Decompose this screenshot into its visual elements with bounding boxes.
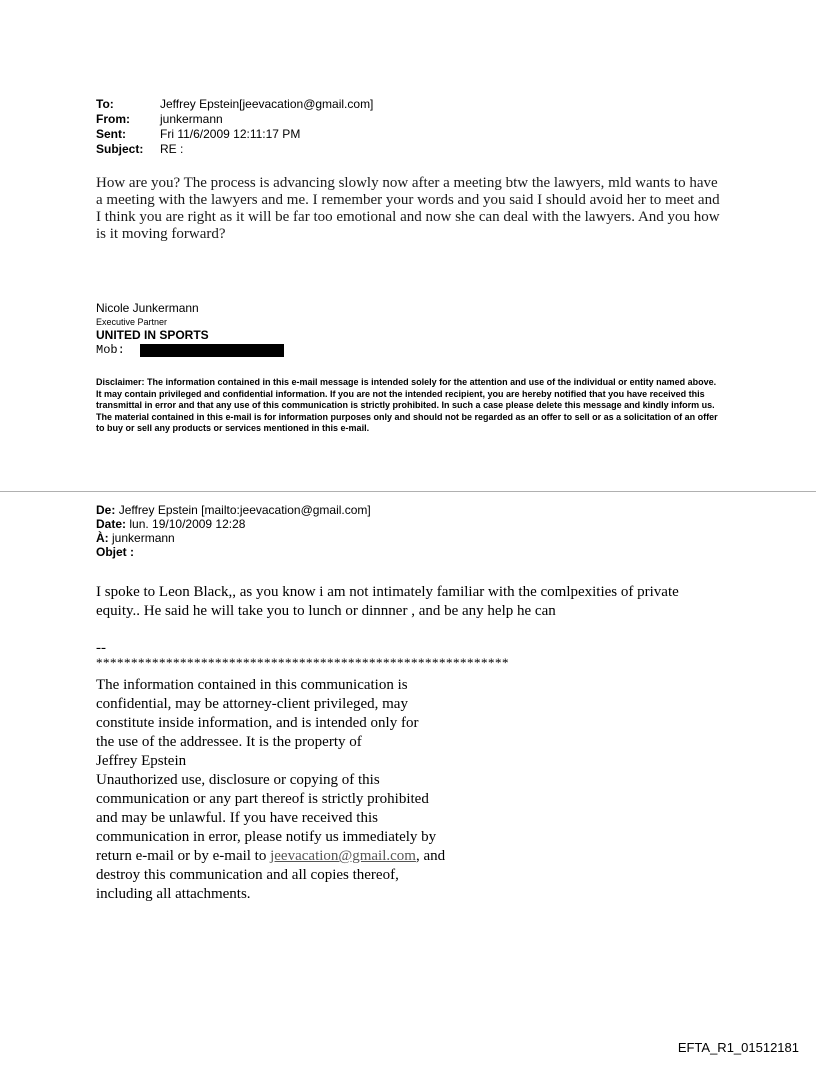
separator-stars: *********************************************************** — [96, 655, 509, 670]
conf-line-return — [96, 847, 496, 866]
sent-value: Fri 11/6/2009 12:11:17 PM — [160, 127, 301, 141]
conf-line: communication or any part thereof is strictly prohibited — [96, 791, 429, 807]
to-label: To: — [96, 97, 114, 111]
conf-line: The information contained in this communication is — [96, 677, 408, 693]
from-row — [96, 112, 373, 127]
subject-value: RE : — [160, 142, 184, 156]
signature-company: UNITED IN SPORTS — [96, 328, 209, 342]
signature-mobile-row — [96, 343, 284, 357]
confidentiality-notice — [96, 676, 496, 904]
conf-line: Unauthorized use, disclosure or copying of this — [96, 772, 380, 788]
conf-line: constitute inside information, and is intended only for — [96, 715, 419, 731]
email-header — [96, 97, 373, 157]
return-prefix: return e-mail or by e-mail to — [96, 848, 271, 864]
a-row — [96, 531, 371, 545]
disclaimer-text: Disclaimer: The information contained in this e-mail message is intended solely for the attention and use of the individual or entity named above. It may contain privileged and confidential information. If you are not the intended recipient, you are hereby notified that you have received this transmittal in error and that any use of this communication is strictly prohibited. In such a case please delete this message and kindly inform us. The material contained in this e-mail is for information purposes only and should not be regarded as an offer to sell or as a solicitation of an offer to buy or sell any products or services mentioned in this e-mail. — [96, 377, 718, 433]
subject-row — [96, 142, 373, 157]
objet-row — [96, 545, 371, 559]
date-label: Date: — [96, 517, 127, 531]
signature-title: Executive Partner — [96, 317, 168, 327]
date-value: lun. 19/10/2009 12:28 — [129, 517, 246, 531]
message-divider — [0, 491, 816, 492]
signature-block — [96, 301, 284, 357]
from-value: junkermann — [160, 112, 223, 126]
quoted-header — [96, 503, 371, 559]
separator-dashes: -- — [96, 640, 106, 656]
objet-label: Objet : — [96, 545, 134, 559]
subject-label: Subject: — [96, 142, 144, 156]
conf-line: Jeffrey Epstein — [96, 753, 187, 769]
quoted-body: I spoke to Leon Black,, as you know i am not intimately familiar with the comlpexities of private equity.. He said he will take you to lunch or dinnner , and be any help he can — [96, 584, 679, 619]
date-row — [96, 517, 371, 531]
conf-line: communication in error, please notify us immediately by — [96, 829, 437, 845]
signature-name: Nicole Junkermann — [96, 301, 199, 315]
conf-line: the use of the addressee. It is the property of — [96, 734, 362, 750]
a-value: junkermann — [112, 531, 175, 545]
return-suffix: , and — [415, 848, 446, 864]
to-value: Jeffrey Epstein[jeevacation@gmail.com] — [160, 97, 374, 111]
redaction-bar — [140, 344, 284, 357]
mob-label: Mob: — [96, 343, 125, 357]
de-row — [96, 503, 371, 517]
conf-line: confidential, may be attorney-client privileged, may — [96, 696, 408, 712]
a-label: À: — [96, 531, 109, 545]
sent-label: Sent: — [96, 127, 126, 141]
conf-line: and may be unlawful. If you have received this — [96, 810, 378, 826]
conf-line: destroy this communication and all copies thereof, — [96, 867, 399, 883]
to-row — [96, 97, 373, 112]
from-label: From: — [96, 112, 130, 126]
de-value: Jeffrey Epstein [mailto:jeevacation@gmail.com] — [118, 503, 371, 517]
de-label: De: — [96, 503, 116, 517]
sent-row — [96, 127, 373, 142]
message-body: How are you? The process is advancing slowly now after a meeting btw the lawyers, mld wants to have a meeting with the lawyers and me. I remember your words and you said I should avoid her to meet and I think you are right as it will be far too emotional and now she can deal with the lawyers. And you how is it moving forward? — [96, 175, 720, 242]
document-id: EFTA_R1_01512181 — [677, 1040, 799, 1055]
conf-line: including all attachments. — [96, 886, 251, 902]
email-link[interactable]: jeevacation@gmail.com — [270, 848, 416, 864]
